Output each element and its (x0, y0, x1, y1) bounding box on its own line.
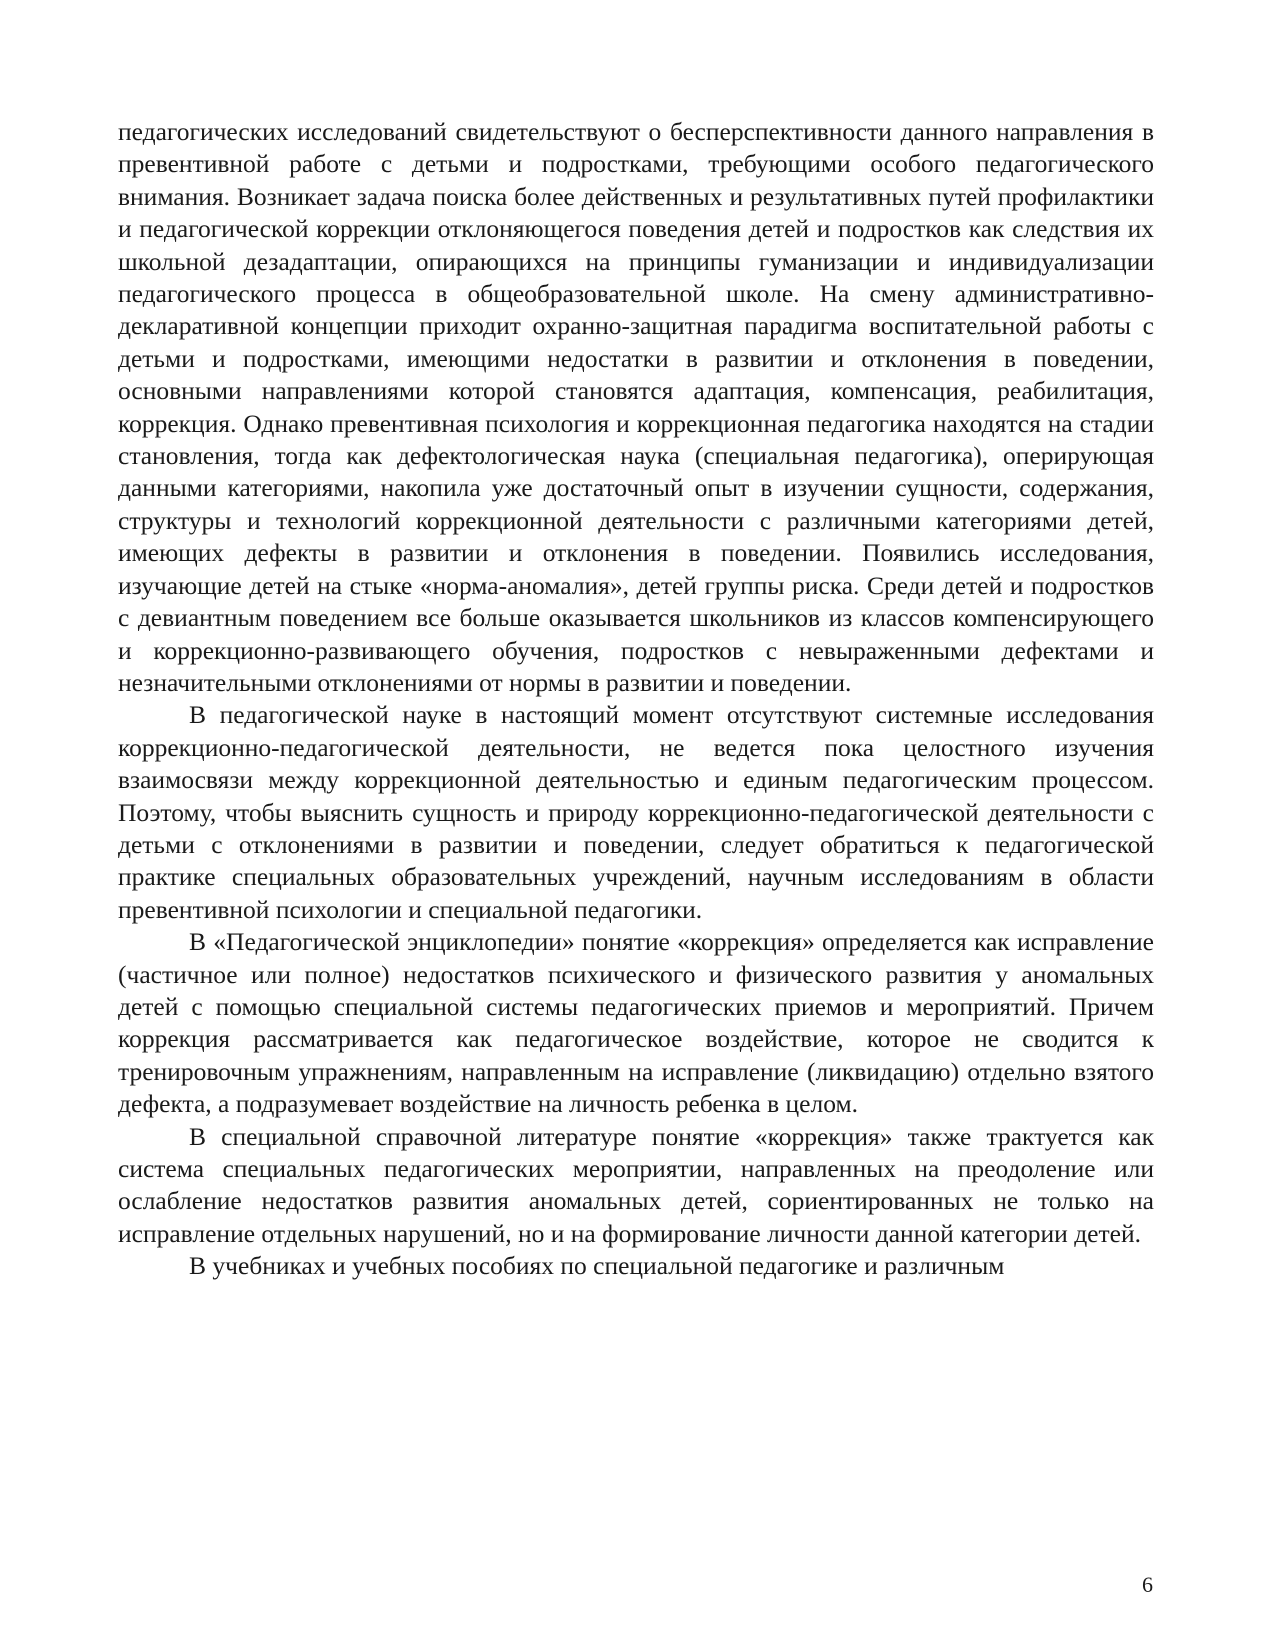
paragraph-3: В «Педагогической энциклопедии» понятие «коррекция» определяется как исправление (частичное или полное) недостатков психического и физического развития у аномальных детей с помощью специальной системы педагогических приемов и мероприятий. Причем коррекция рассматривается как педагогическое воздействие, которое не сводится к тренировочным упражнениям, направленным на исправление (ликвидацию) отдельно взятого дефекта, а подразумевает воздействие на личность ребенка в целом. (118, 927, 1154, 1119)
page-number: 6 (1142, 1572, 1153, 1597)
paragraph-4: В специальной справочной литературе понятие «коррекция» также трактуется как система специальных педагогических мероприятии, направленных на преодоление или ослабление недостатков развития аномальных детей, сориентированных не только на исправление отдельных нарушений, но и на формирование личности данной категории детей. (118, 1121, 1154, 1248)
paragraph-2: В педагогической науке в настоящий момент отсутствуют системные исследования коррекционно-педагогической деятельности, не ведется пока целостного изучения взаимосвязи между коррекционной деятельностью и единым педагогическим процессом. Поэтому, чтобы выяснить сущность и природу коррекционно-педагогической деятельности с детьми с отклонениями в развитии и поведении, следует обратиться к педагогической практике специальных образовательных учреждений, научным исследованиям в области превентивной психологии и специальной педагогики. (118, 700, 1154, 924)
body-text (118, 116, 1154, 1283)
paragraph-1: педагогических исследований свидетельствуют о бесперспективности данного направления в превентивной работе с детьми и подростками, требующими особого педагогического внимания. Возникает задача поиска более действенных и результативных путей профилактики и педагогической коррекции отклоняющегося поведения детей и подростков как следствия их школьной дезадаптации, опирающихся на принципы гуманизации и индивидуализации педагогического процесса в общеобразовательной школе. На смену административно-декларативной концепции приходит охранно-защитная парадигма воспитательной работы с детьми и подростками, имеющими недостатки в развитии и отклонения в поведении, основными направлениями которой становятся адаптация, компенсация, реабилитация, коррекция. Однако превентивная психология и коррекционная педагогика находятся на стадии становления, тогда как дефектологическая наука (специальная педагогика), оперирующая данными категориями, накопила уже достаточный опыт в изучении сущности, содержания, структуры и технологий коррекционной деятельности с различными категориями детей, имеющих дефекты в развитии и отклонения в поведении. Появились исследования, изучающие детей на стыке «норма-аномалия», детей группы риска. Среди детей и подростков с девиантным поведением все больше оказывается школьников из классов компенсирующего и коррекционно-развивающего обучения, подростков с невыраженными дефектами и незначительными отклонениями от нормы в развитии и поведении. (118, 117, 1154, 697)
paragraph-5: В учебниках и учебных пособиях по специальной педагогике и различным (189, 1251, 1005, 1281)
